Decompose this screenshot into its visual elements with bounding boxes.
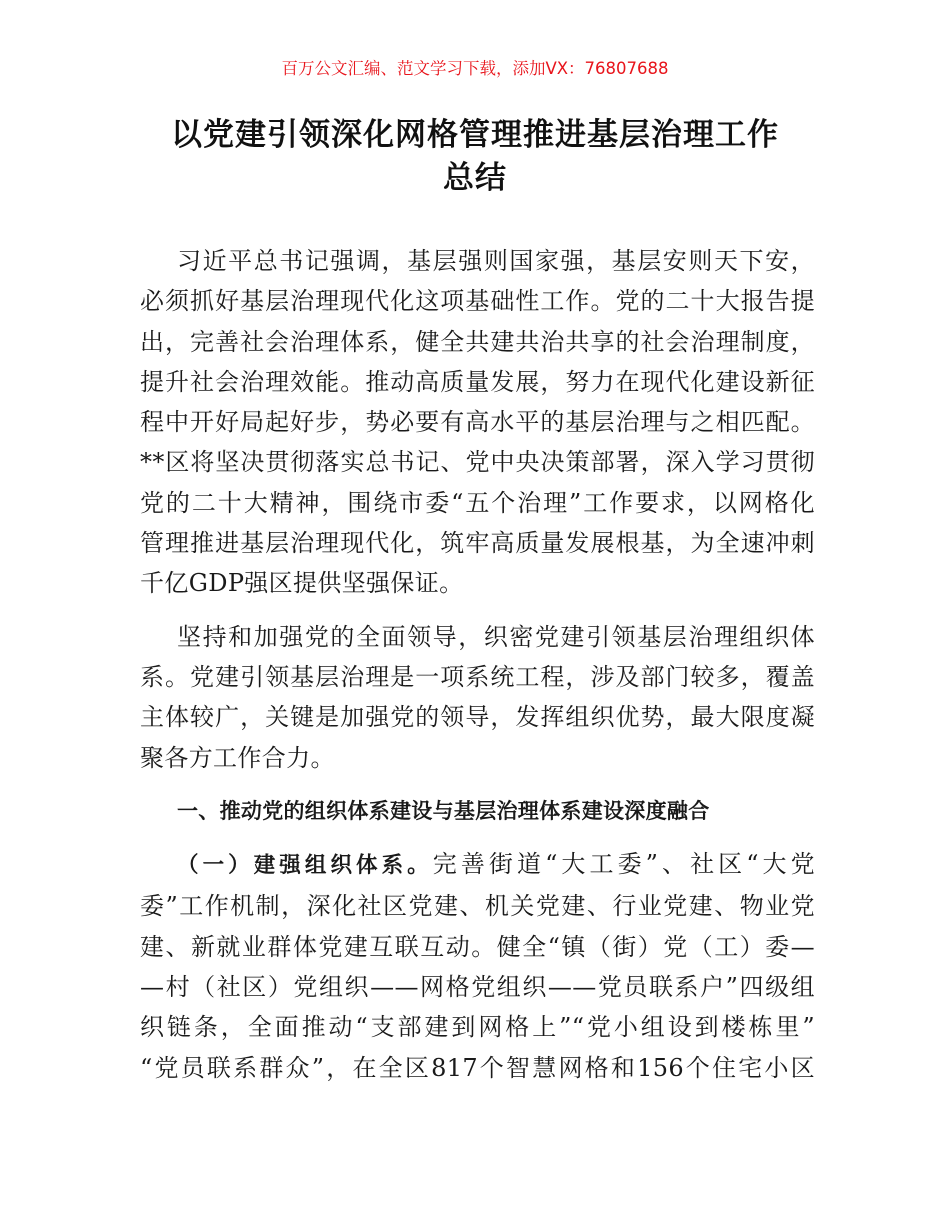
paragraph-line: 程中开好局起好步，势必要有高水平的基层治理与之相匹配。 [140, 408, 815, 437]
paragraph-line: 主体较广，关键是加强党的领导，发挥组织优势，最大限度凝 [140, 703, 815, 732]
section-1-paragraph [140, 844, 815, 1088]
paragraph-2 [140, 617, 815, 778]
paragraph-line: 系。党建引领基层治理是一项系统工程，涉及部门较多，覆盖 [140, 662, 815, 691]
paragraph-line: 建、新就业群体党建互联互动。健全“镇（街）党（工）委— [140, 932, 815, 961]
title-line-1: 以党建引领深化网格管理推进基层治理工作 [171, 117, 779, 153]
paragraph-line: 坚持和加强党的全面领导，织密党建引领基层治理组织体 [177, 622, 815, 651]
paragraph-line: 出，完善社会治理体系，健全共建共治共享的社会治理制度， [140, 327, 815, 356]
paragraph-spacer [140, 778, 815, 791]
header-note: 百万公文汇编、范文学习下载，添加VX：76807688 [281, 59, 669, 78]
subsection-heading: （一）建强组织体系。 [177, 853, 433, 879]
paragraph-line: “党员联系群众”，在全区817个智慧网格和156个住宅小区 [140, 1053, 815, 1082]
paragraph-line: 聚各方工作合力。 [140, 743, 335, 772]
paragraph-line [140, 844, 815, 886]
paragraph-line: 委”工作机制，深化社区党建、机关党建、行业党建、物业党 [140, 892, 815, 921]
paragraph-line-rest: 完善街道“大工委”、社区“大党 [432, 850, 815, 879]
paragraph-spacer [140, 831, 815, 844]
paragraph-line: 习近平总书记强调，基层强则国家强，基层安则天下安， [177, 247, 815, 275]
paragraph-line: 织链条，全面推动“支部建到网格上”“党小组设到楼栋里” [140, 1013, 815, 1042]
paragraph-line: **区将坚决贯彻落实总书记、党中央决策部署，深入学习贯彻 [140, 448, 815, 477]
paragraph-line: 管理推进基层治理现代化，筑牢高质量发展根基，为全速冲刺 [140, 529, 815, 558]
paragraph-1 [140, 241, 815, 604]
paragraph-line: —村（社区）党组织——网格党组织——党员联系户”四级组 [140, 973, 815, 1002]
section-heading-1: 一、推动党的组织体系建设与基层治理体系建设深度融合 [177, 798, 710, 823]
paragraph-spacer [140, 604, 815, 617]
paragraph-line: 必须抓好基层治理现代化这项基础性工作。党的二十大报告提 [140, 287, 815, 316]
document-body [140, 241, 815, 1088]
document-title [100, 114, 850, 200]
title-line-2: 总结 [443, 160, 507, 196]
paragraph-line: 提升社会治理效能。推动高质量发展，努力在现代化建设新征 [140, 367, 815, 396]
paragraph-line: 党的二十大精神，围绕市委“五个治理”工作要求，以网格化 [140, 488, 815, 517]
paragraph-line: 千亿GDP强区提供坚强保证。 [140, 569, 464, 598]
